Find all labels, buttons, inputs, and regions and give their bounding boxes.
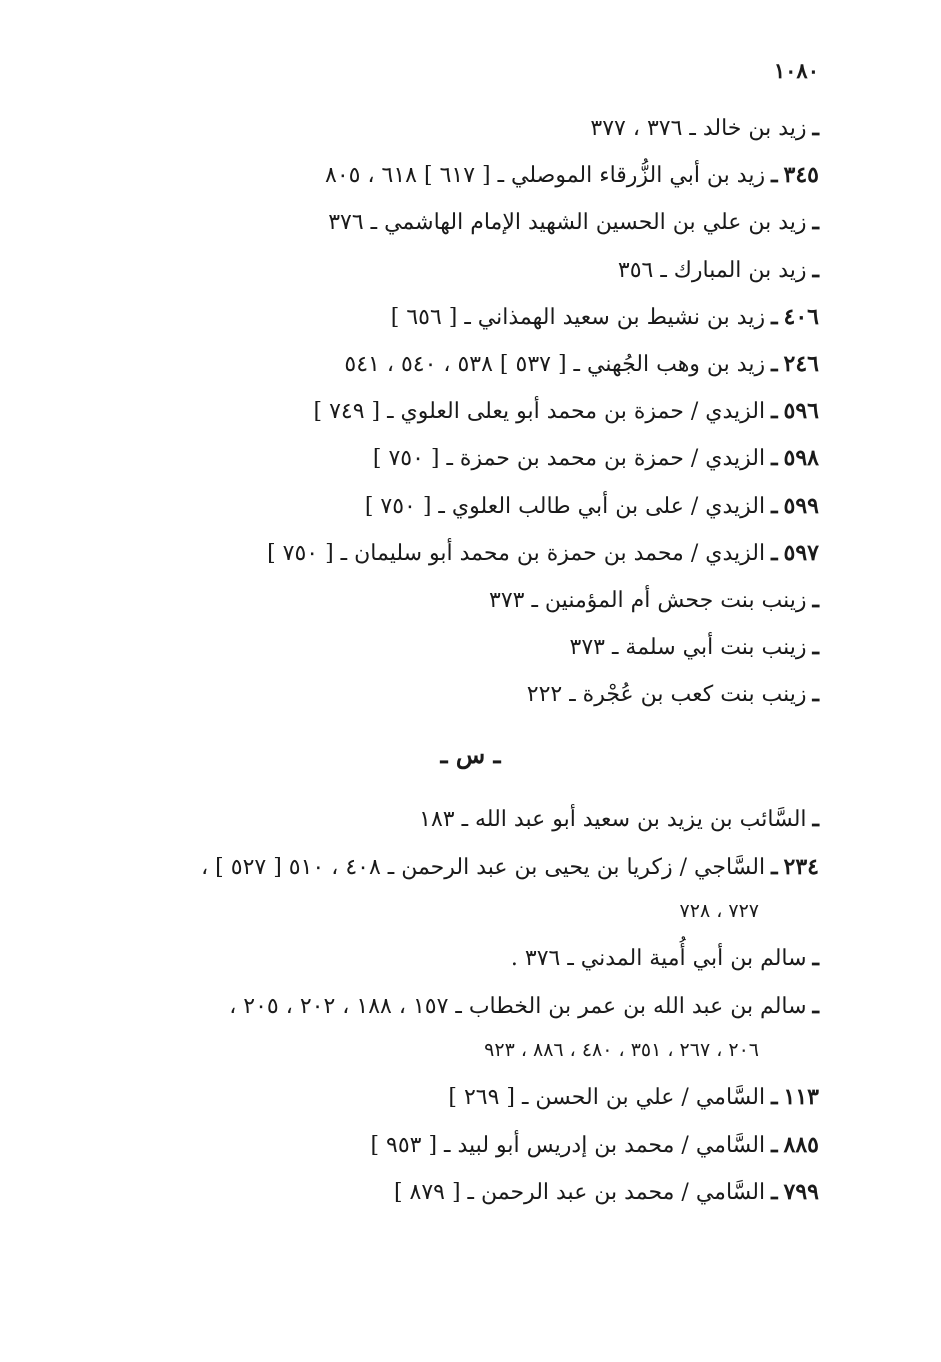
index-list-sin (114, 796, 819, 1217)
entry-text: السَّامي / محمد بن إدريس أبو لبيد ـ [ ٩٥٣ ] (370, 1132, 766, 1158)
entry-text: السَّامي / محمد بن عبد الرحمن ـ [ ٨٧٩ ] (393, 1180, 766, 1205)
index-entry (114, 294, 819, 341)
entry-text: السَّائب بن يزيد بن سعيد أبو عبد الله ـ ١٨٣ (419, 807, 807, 832)
index-entry (114, 483, 819, 530)
index-entry (114, 199, 819, 246)
index-entry (114, 1169, 819, 1217)
entry-text: زيد بن نشيط بن سعيد الهمذاني ـ [ ٦٥٦ ] (390, 304, 766, 330)
index-entry (114, 624, 819, 671)
entry-dash: ـ (771, 350, 778, 377)
page-number: ١٠٨٠ (773, 58, 819, 83)
entry-dash: ـ (812, 586, 819, 613)
entry-dash: ـ (771, 445, 778, 472)
index-entry (114, 530, 819, 577)
index-entry (114, 341, 819, 388)
entry-dash: ـ (812, 115, 819, 141)
index-entry (114, 983, 819, 1031)
entry-continuation: ٢٠٦ ، ٢٦٧ ، ٣٥١ ، ٤٨٠ ، ٨٨٦ ، ٩٢٣ (484, 1039, 759, 1061)
entry-number: ٢٣٤ (783, 853, 819, 880)
index-entry (114, 1122, 819, 1170)
entry-dash: ـ (812, 634, 819, 661)
entry-text: السَّاجي / زكريا بن يحيى بن عبد الرحمن ـ ٤٠٨ ، ٥١٠ [ ٥٢٧ ] ، (201, 854, 766, 880)
index-entry (114, 796, 819, 844)
entry-text: الزيدي / حمزة بن محمد بن حمزة ـ [ ٧٥٠ ] (372, 446, 766, 472)
entry-number: ٥٩٨ (783, 445, 819, 472)
entry-dash: ـ (771, 303, 778, 330)
entry-text: زينب بنت جحش أم المؤمنين ـ ٣٧٣ (489, 587, 807, 613)
section-header-sin: ـ س ـ (440, 740, 501, 769)
entry-number: ٨٨٥ (783, 1131, 819, 1158)
entry-text: الزيدي / على بن أبي طالب العلوي ـ [ ٧٥٠ ] (364, 493, 766, 519)
entry-dash: ـ (771, 1131, 778, 1158)
entry-number: ٥٩٦ (783, 398, 819, 425)
entry-dash: ـ (771, 1084, 778, 1110)
entry-dash: ـ (771, 1179, 778, 1205)
index-list-zay (114, 105, 819, 718)
index-entry (114, 1074, 819, 1122)
entry-dash: ـ (812, 681, 819, 708)
entry-number: ٤٠٦ (783, 303, 819, 330)
entry-number: ٥٩٩ (783, 492, 819, 519)
entry-text: سالم بن أبي أُمية المدني ـ ٣٧٦ . (510, 946, 807, 971)
entry-dash: ـ (812, 256, 819, 283)
entry-text: زيد بن المبارك ـ ٣٥٦ (617, 257, 807, 283)
index-entry (114, 935, 819, 983)
entry-text: السَّامي / علي بن الحسن ـ [ ٢٦٩ ] (448, 1085, 766, 1110)
entry-dash: ـ (812, 992, 819, 1019)
entry-dash: ـ (771, 539, 778, 566)
entry-text: زيد بن خالد ـ ٣٧٦ ، ٣٧٧ (590, 116, 807, 141)
entry-text: زينب بنت أبي سلمة ـ ٣٧٣ (569, 635, 807, 661)
index-entry (114, 105, 819, 152)
entry-dash: ـ (771, 398, 778, 425)
entry-number: ٣٤٥ (783, 162, 819, 189)
index-entry (114, 247, 819, 294)
entry-dash: ـ (812, 945, 819, 971)
index-entry (114, 671, 819, 718)
entry-number: ٧٩٩ (783, 1179, 819, 1205)
entry-dash: ـ (812, 806, 819, 832)
entry-text: الزيدي / حمزة بن محمد أبو يعلى العلوي ـ [ ٧٤٩ ] (313, 399, 766, 425)
entry-continuation: ٧٢٧ ، ٧٢٨ (679, 900, 759, 922)
entry-dash: ـ (771, 853, 778, 880)
entry-text: زيد بن علي بن الحسين الشهيد الإمام الهاشمي ـ ٣٧٦ (328, 210, 807, 236)
entry-dash: ـ (771, 162, 778, 189)
entry-dash: ـ (771, 492, 778, 519)
entry-number: ٢٤٦ (783, 350, 819, 377)
entry-text: سالم بن عبد الله بن عمر بن الخطاب ـ ١٥٧ ، ١٨٨ ، ٢٠٢ ، ٢٠٥ ، (229, 993, 807, 1019)
index-entry (114, 844, 819, 892)
index-entry (114, 388, 819, 435)
entry-number: ٥٩٧ (783, 539, 819, 566)
index-entry (114, 577, 819, 624)
index-entry (114, 152, 819, 199)
entry-text: زيد بن وهب الجُهني ـ [ ٥٣٧ ] ٥٣٨ ، ٥٤٠ ، ٥٤١ (344, 351, 766, 377)
entry-text: زيد بن أبي الزُّرقاء الموصلي ـ [ ٦١٧ ] ٦١٨ ، ٨٠٥ (325, 163, 766, 189)
entry-number: ١١٣ (783, 1084, 819, 1110)
entry-text: الزيدي / محمد بن حمزة بن محمد أبو سليمان ـ [ ٧٥٠ ] (267, 540, 766, 566)
entry-dash: ـ (812, 209, 819, 236)
entry-text: زينب بنت كعب بن عُجْرة ـ ٢٢٢ (526, 682, 807, 708)
index-entry (114, 435, 819, 482)
